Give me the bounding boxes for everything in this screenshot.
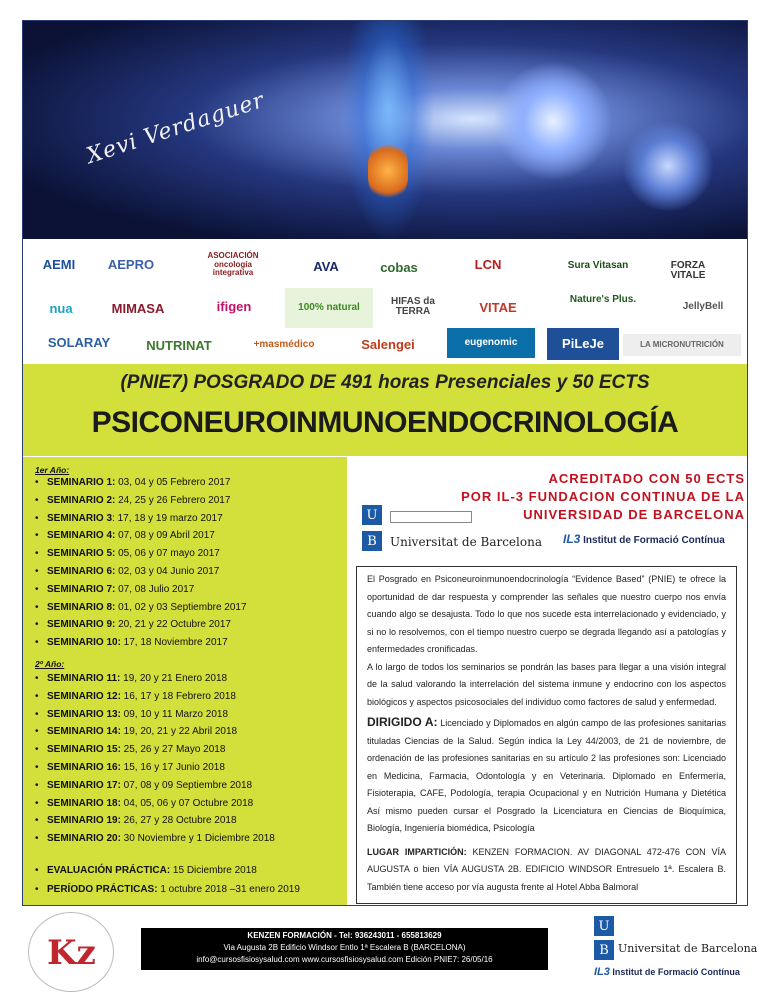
- year2-dates: 04, 05, 06 y 07 Octubre 2018: [120, 797, 254, 809]
- year1-label: 1er Año:: [35, 465, 70, 475]
- year1-label: SEMINARIO 9:: [47, 619, 116, 631]
- year1-label: SEMINARIO 2:: [47, 494, 116, 506]
- lugar-text: KENZEN FORMACION. AV DIAGONAL 472-476 CON VÍA AUGUSTA o bien VÍA AUGUSTA 2B. EDIFICIO WINDSOR Entresuelo 1ª. Escalera B. También tiene acceso por vía augusta frente al Hotel Abba Balmoral: [367, 846, 727, 892]
- bullet-icon: •: [35, 477, 39, 488]
- year1-label: SEMINARIO 3: [47, 512, 113, 524]
- year1-item: [35, 513, 223, 524]
- year2-item: [35, 709, 228, 720]
- sponsor-logo-jellybell: JellyBell: [682, 300, 724, 312]
- bullet-icon: •: [35, 779, 39, 791]
- year2-label: SEMINARIO 14:: [47, 726, 121, 738]
- bullet-icon: •: [35, 690, 39, 702]
- year1-dates: 07, 08 y 09 Abril 2017: [115, 530, 215, 542]
- year2-label: SEMINARIO 19:: [47, 815, 121, 827]
- year2-dates: 16, 17 y 18 Febrero 2018: [120, 690, 236, 702]
- footer-line1: KENZEN FORMACIÓN - Tel: 936243011 - 655813629: [247, 931, 442, 940]
- year1-label: SEMINARIO 6:: [47, 566, 116, 577]
- year1-dates: 24, 25 y 26 Febrero 2017: [115, 494, 231, 506]
- bullet-icon: •: [35, 726, 39, 738]
- sponsor-logo-aepro: AEPRO: [107, 257, 155, 273]
- year1-item: [35, 619, 231, 630]
- year2-item: [35, 673, 227, 684]
- accreditation-line3: UNIVERSIDAD DE BARCELONA: [523, 507, 745, 522]
- year1-dates: : 17, 18 y 19 marzo 2017: [112, 512, 223, 524]
- sponsor-logo-ifigen: ifigen: [216, 299, 252, 315]
- bullet-icon: •: [35, 637, 39, 649]
- il3-name: Institut de Formació Contínua: [583, 535, 725, 546]
- ub-b-icon: B: [362, 531, 382, 551]
- bullet-icon: •: [35, 762, 39, 773]
- sponsor-logo-eugenomic: eugenomic: [447, 328, 535, 358]
- description-p2: A lo largo de todos los seminarios se pondrán las bases para llegar a una visión integral de la salud valorando la interrelación del sistema inmune y endocrino con los aspectos biológicos y aspectos psicosociales del individuo como factores de salud y enfermedad.: [367, 661, 726, 707]
- bullet-icon: •: [35, 566, 39, 577]
- year2-label: 2º Año:: [35, 659, 65, 669]
- il3-footer: [594, 966, 740, 978]
- extra-label: PERÍODO PRÁCTICAS:: [47, 884, 158, 895]
- year2-dates: 15, 16 y 17 Junio 2018: [120, 762, 225, 773]
- ub-name: Universitat de Barcelona: [390, 535, 542, 549]
- sponsor-logo-hifas-da-terra: HIFAS da TERRA: [391, 295, 435, 317]
- year1-dates: 20, 21 y 22 Octubre 2017: [115, 619, 231, 631]
- year1-item: [35, 495, 230, 506]
- year2-dates: 30 Noviembre y 1 Diciembre 2018: [120, 833, 275, 845]
- sponsor-logo-cobas: cobas: [380, 260, 418, 276]
- sponsor-logo-salengei: Salengei: [361, 337, 415, 353]
- bullet-icon: •: [35, 548, 39, 560]
- year1-item: [35, 548, 220, 559]
- year2-label: SEMINARIO 15:: [47, 744, 121, 756]
- year2-item: [35, 815, 237, 826]
- ub-logo-footer: [590, 912, 758, 988]
- hero-banner: [23, 21, 747, 239]
- ub-building-icon: [390, 511, 472, 523]
- year1-label: SEMINARIO 5:: [47, 548, 116, 560]
- extra-dates: 15 Diciembre 2018: [170, 865, 257, 876]
- sponsor-logo-asociaci-n-oncolog-a-integrativa: ASOCIACIÓN oncología integrativa: [207, 251, 259, 278]
- bullet-icon: •: [35, 673, 39, 684]
- footer-line3: info@cursosfisiosysalud.com www.cursosfisiosysalud.com Edición PNIE7: 26/05/16: [196, 955, 493, 964]
- extra-item: [35, 884, 300, 895]
- year2-label: SEMINARIO 11:: [47, 673, 121, 684]
- dirigido-label: DIRIGIDO A:: [367, 715, 438, 729]
- year2-label: SEMINARIO 13:: [47, 708, 121, 720]
- lugar-label: LUGAR IMPARTICIÓN:: [367, 846, 467, 857]
- kenzen-logo: [28, 912, 114, 992]
- bullet-icon: •: [35, 708, 39, 720]
- ub-logo: [360, 503, 550, 555]
- dirigido-text: Licenciado y Diplomados en algún campo de las profesiones sanitarias tituladas Ciencias de la Salud. Según indica la Ley 44/2003, de 21 de noviembre, de ordenación de las profesiones sanitarias en su artículo 2 las profesiones son: Licenciado en Medicina, Farmacia, Odontología y en Veterinaria. Diplomado en Enfermería, Fisioterapia, CAFE, Podología, terapia Ocupacional y en Nutrición Humana y Dietética Así mismo pueden cursar el Posgrado la Licenciatura en Ciencias de Bioquímica, Biología, Ingeniería biomédica, Psicología: [367, 718, 727, 833]
- year2-label: SEMINARIO 20:: [47, 833, 121, 845]
- sponsor-logo-masm-dico: +masmédico: [253, 338, 315, 350]
- bullet-icon: •: [35, 884, 39, 895]
- sponsor-logo-100-natural: 100% natural: [285, 288, 373, 328]
- bullet-icon: •: [35, 797, 39, 809]
- bullet-icon: •: [35, 833, 39, 845]
- bullet-icon: •: [35, 815, 39, 827]
- year1-dates: 05, 06 y 07 mayo 2017: [115, 548, 220, 560]
- bullet-icon: •: [35, 583, 39, 595]
- bullet-icon: •: [35, 530, 39, 542]
- year1-item: [35, 584, 194, 595]
- year2-item: [35, 744, 225, 755]
- accreditation-line2: POR IL-3 FUNDACION CONTINUA DE LA: [461, 489, 745, 504]
- sponsor-logo-lcn: LCN: [474, 257, 502, 273]
- year2-dates: 19, 20, 21 y 22 Abril 2018: [120, 726, 238, 738]
- year2-item: [35, 780, 252, 791]
- bullet-icon: •: [35, 601, 39, 613]
- kenzen-mark: Kz: [47, 933, 96, 973]
- year2-dates: 26, 27 y 28 Octubre 2018: [120, 815, 237, 827]
- year1-label: SEMINARIO 10:: [47, 637, 121, 649]
- sponsor-logo-forza-vitale: FORZA VITALE: [670, 259, 706, 281]
- hero-body-figure: [343, 21, 433, 239]
- description-box: [356, 566, 737, 904]
- year1-label: SEMINARIO 7:: [47, 583, 116, 595]
- year2-item: [35, 726, 237, 737]
- year2-dates: 09, 10 y 11 Marzo 2018: [120, 708, 229, 720]
- hero-neuron-secondary: [623, 121, 713, 211]
- ub-u-icon-footer: U: [594, 916, 614, 936]
- ub-b-icon-footer: B: [594, 940, 614, 960]
- title-band: [23, 364, 747, 456]
- sponsor-logo-solaray: SOLARAY: [47, 335, 111, 351]
- sponsor-logo-vitae: VITAE: [479, 300, 517, 316]
- sponsor-logo-nature-s-plus: Nature's Plus.: [569, 293, 637, 305]
- year1-item: [35, 602, 247, 613]
- sponsor-logo-mimasa: MIMASA: [111, 301, 165, 317]
- extra-item: [35, 865, 257, 876]
- year1-label: SEMINARIO 4:: [47, 530, 116, 542]
- extra-label: EVALUACIÓN PRÁCTICA:: [47, 865, 171, 876]
- ub-u-icon: U: [362, 505, 382, 525]
- footer-line2: Via Augusta 2B Edificio Windsor Entlo 1ª Escalera B (BARCELONA): [223, 943, 466, 952]
- sponsor-logo-pileje: PiLeJe: [547, 328, 619, 360]
- bullet-icon: •: [35, 744, 39, 756]
- year2-item: [35, 691, 236, 702]
- year1-label: SEMINARIO 8:: [47, 601, 116, 613]
- il3-mark-footer: IL3: [594, 966, 610, 978]
- sponsor-logo-ava: AVA: [293, 252, 359, 282]
- il3-logo: [563, 532, 725, 546]
- ub-name-footer: Universitat de Barcelona: [618, 942, 758, 955]
- year1-item: [35, 530, 215, 541]
- year1-item: [35, 566, 219, 577]
- sponsor-logo-aemi: AEMI: [42, 257, 76, 273]
- year2-dates: 07, 08 y 09 Septiembre 2018: [120, 779, 253, 791]
- year1-dates: 07, 08 Julio 2017: [115, 583, 195, 595]
- year2-item: [35, 833, 275, 844]
- extra-dates: 1 octubre 2018 –31 enero 2019: [157, 884, 300, 895]
- year2-label: SEMINARIO 12:: [47, 690, 121, 702]
- year1-label: SEMINARIO 1:: [47, 477, 116, 488]
- year1-dates: 03, 04 y 05 Febrero 2017: [115, 477, 231, 488]
- year2-item: [35, 762, 225, 773]
- il3-mark: IL3: [563, 532, 581, 546]
- year2-label: SEMINARIO 17:: [47, 779, 121, 791]
- course-title: PSICONEUROINMUNOENDOCRINOLOGÍA: [91, 406, 679, 439]
- sponsor-logo-sura-vitasan: Sura Vitasan: [567, 259, 629, 271]
- bullet-icon: •: [35, 619, 39, 631]
- year1-item: [35, 637, 228, 648]
- hero-neuron: [493, 61, 613, 181]
- year1-item: [35, 477, 230, 488]
- description-p1: El Posgrado en Psiconeuroinmunoendocrinología “Evidence Based” (PNIE) te ofrece la oportunidad de dar respuesta y comprender las señales que nuestro cuerpo nos envía cuando algo se desajusta. Todo lo que nos sucede esta interrelacionado y evidenciado, y si no lo resolvemos, con el tiempo nuestro cuerpo se degrada llegando así a patologías y enfermedades cronificadas.: [367, 574, 726, 654]
- sponsor-logo-nua: nua: [49, 301, 73, 317]
- bullet-icon: •: [35, 865, 39, 876]
- footer-contact: [141, 928, 548, 970]
- year1-dates: 01, 02 y 03 Septiembre 2017: [115, 601, 247, 613]
- bullet-icon: •: [35, 512, 39, 524]
- year2-label: SEMINARIO 18:: [47, 797, 121, 809]
- hero-signature: Xevi Verdaguer: [83, 87, 268, 170]
- year2-item: [35, 798, 253, 809]
- sponsor-logo-nutrinat: NUTRINAT: [146, 338, 212, 354]
- bullet-icon: •: [35, 494, 39, 506]
- schedule-panel: [23, 457, 347, 905]
- year1-dates: 02, 03 y 04 Junio 2017: [115, 566, 220, 577]
- accreditation-line1: ACREDITADO CON 50 ECTS: [548, 471, 745, 486]
- sponsor-logo-la-micronutrici-n: LA MICRONUTRICIÓN: [623, 334, 741, 356]
- sponsor-logos: [23, 240, 747, 362]
- hero-organ: [368, 141, 408, 201]
- year2-label: SEMINARIO 16:: [47, 762, 121, 773]
- year1-dates: 17, 18 Noviembre 2017: [120, 637, 228, 649]
- course-subtitle: (PNIE7) POSGRADO DE 491 horas Presenciales y 50 ECTS: [120, 372, 650, 393]
- il3-name-footer: Institut de Formació Contínua: [612, 967, 740, 977]
- year2-dates: 25, 26 y 27 Mayo 2018: [120, 744, 226, 756]
- year2-dates: 19, 20 y 21 Enero 2018: [120, 673, 228, 684]
